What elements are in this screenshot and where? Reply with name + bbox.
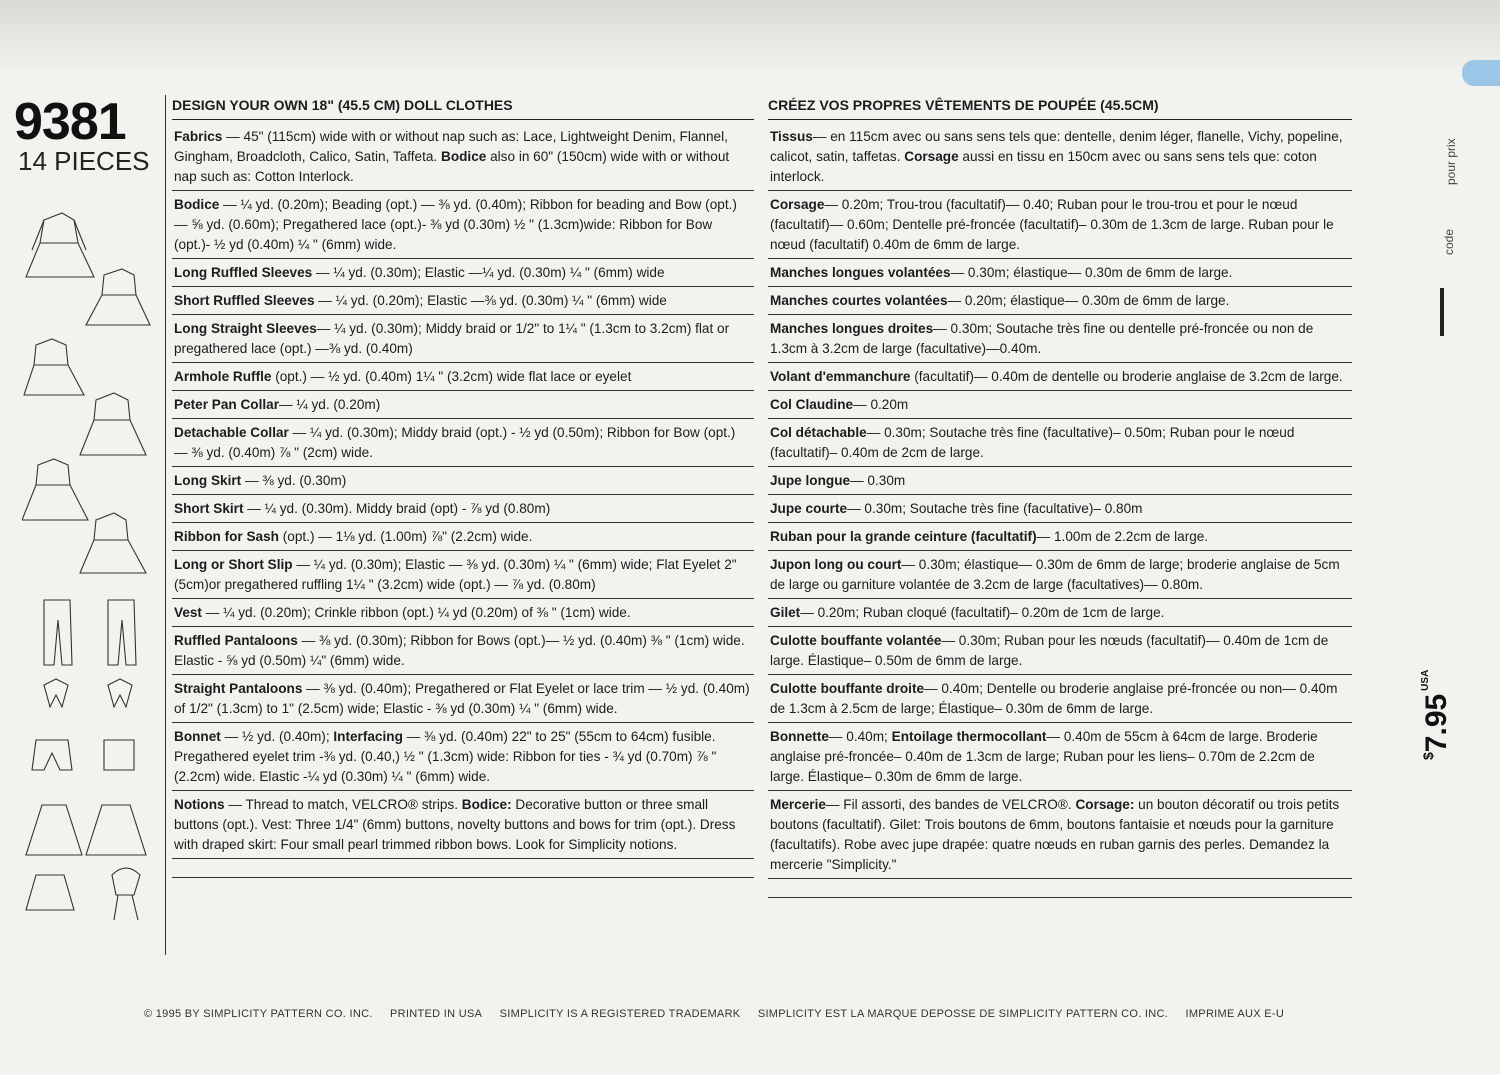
english-entry-text: — ⅜ yd. (0.30m) <box>241 473 347 488</box>
english-entry-text: — ¼ yd. (0.30m). Middy braid (opt) - ⅞ yd (0.80m) <box>243 501 551 516</box>
french-entry-text: — 0.30m; élastique— 0.30m de 6mm de large. <box>950 265 1233 280</box>
english-entry-text: — ⅜ yd. (0.30m); Ribbon for Bows (opt.)— ½ yd. (0.40m) ⅜ " (1cm) wide. Elastic - ⅝ yd (0.50m) ¼" (6mm) wide. <box>174 633 745 668</box>
french-entry-text: — 0.20m <box>853 397 909 412</box>
english-entry-label: Detachable Collar <box>174 425 289 440</box>
french-entry <box>768 419 1352 467</box>
french-entry-text: — 0.40m; Dentelle ou broderie anglaise pré-froncée ou non— 0.40m de 1.3cm à 2.5cm de large; Élastique– 0.30m de 6mm de large. <box>770 681 1338 716</box>
french-entry-text: — Fil assorti, des bandes de VELCRO®. <box>825 797 1076 812</box>
english-entry <box>172 467 754 495</box>
english-entry-text: — ¼ yd. (0.30m); Middy braid (opt.) - ½ yd (0.50m); Ribbon for Bow (opt.) — ⅜ yd. (0.40m) ⅞ " (2cm) wide. <box>174 425 736 460</box>
english-entry-label: Ruffled Pantaloons <box>174 633 298 648</box>
english-entries <box>172 123 754 859</box>
french-entry-label: Manches longues droites <box>770 321 934 336</box>
english-entry <box>172 599 754 627</box>
english-entry-label: Straight Pantaloons <box>174 681 303 696</box>
english-entry-text: — 45" (115cm) wide with or without nap such as: Lace, Lightweight Denim, Flannel, Gingham, Broadcloth, Calico, Satin, Taffeta. <box>174 129 728 164</box>
french-entry-text: — 0.20m; élastique— 0.30m de 6mm de large. <box>947 293 1230 308</box>
french-entry-text2: — 0.40m de 55cm à 64cm de large. Broderie anglaise pré-froncée– 0.40m de 1.3cm de large; Ruban pour les liens– 0.70m de 2.2cm de large. Élastique– 0.30m de 6mm de large. <box>770 729 1318 784</box>
trademark-text: SIMPLICITY IS A REGISTERED TRADEMARK <box>499 1008 741 1020</box>
english-entry-label: Vest <box>174 605 202 620</box>
english-entry-text: — ¼ yd. (0.20m); Elastic —⅜ yd. (0.30m) ¼ " (6mm) wide <box>314 293 667 308</box>
english-entry-label: Ribbon for Sash <box>174 529 279 544</box>
english-entry <box>172 191 754 259</box>
french-entry <box>768 287 1352 315</box>
french-entry-label: Culotte bouffante volantée <box>770 633 942 648</box>
french-entry <box>768 791 1352 879</box>
t-mark <box>1440 288 1452 336</box>
english-entry-bold: Bodice <box>441 149 487 164</box>
english-entry-label: Notions <box>174 797 225 812</box>
french-entry-text: — 0.30m; Soutache très fine ou dentelle pré-froncée ou non de 1.3cm à 3.2cm de large (facultative)—0.40m. <box>770 321 1314 356</box>
french-entry <box>768 259 1352 287</box>
price-value: 7.95 <box>1420 693 1453 753</box>
french-entry-label: Col Claudine <box>770 397 854 412</box>
english-entry-text: — ¼ yd. (0.20m); Crinkle ribbon (opt.) ¼ yd (0.20m) of ⅜ " (1cm) wide. <box>201 605 631 620</box>
english-entry-text: — ¼ yd. (0.20m); Beading (opt.) — ⅜ yd. (0.40m); Ribbon for beading and Bow (opt.) — ⅝ yd. (0.60m); Pregathered lace (opt.)- ⅜ yd (0.30m) ½ " (1.3cm)wide: Ribbon for Bow (opt.)- ½ yd (0.40m) ¼ " (6mm) wide. <box>174 197 737 252</box>
french-entry-text: — 0.20m; Trou-trou (facultatif)— 0.40; Ruban pour le trou-trou et pour le nœud (facultatif)— 0.60m; Dentelle pré-froncée (facultatif)– 0.30m de 1.3cm de large. Ruban pour le nœud (facultatif) 0.40m de 6mm de large. <box>770 197 1334 252</box>
french-entry-label: Manches longues volantées <box>770 265 951 280</box>
french-entry <box>768 627 1352 675</box>
english-entry-label: Long or Short Slip <box>174 557 293 572</box>
english-entry-label: Long Ruffled Sleeves <box>174 265 313 280</box>
copyright-text: © 1995 BY SIMPLICITY PATTERN CO. INC. <box>144 1008 373 1020</box>
french-entries <box>768 123 1352 879</box>
french-entry-text: (facultatif)— 0.40m de dentelle ou broderie anglaise de 3.2cm de large. <box>910 369 1343 384</box>
english-entry-text2: — ⅜ yd. (0.40m) 22" to 25" (55cm to 64cm) fusible. Pregathered eyelet trim -⅜ yd. (0.40,) ½ " (1.3cm) wide: Ribbon for ties - ¾ yd (0.70m) ⅞ " (2.2cm) wide. Elastic -¼ yd (0.30m) ¼ " (6mm) wide. <box>174 729 717 784</box>
french-entry <box>768 523 1352 551</box>
english-column <box>172 95 754 878</box>
french-entry-text: — 0.30m; Ruban pour les nœuds (facultatif)— 0.40m de 1cm de large. Élastique– 0.50m de 6mm de large. <box>770 633 1329 668</box>
french-entry-label: Jupe courte <box>770 501 848 516</box>
french-entry-label: Corsage <box>770 197 825 212</box>
french-entry-text: — en 115cm avec ou sans sens tels que: dentelle, denim léger, flanelle, Vichy, popeline, calicot, satin, taffetas. <box>770 129 1343 164</box>
english-entry <box>172 675 754 723</box>
english-entry-text: — ½ yd. (0.40m); <box>220 729 334 744</box>
imprime-text: IMPRIME AUX E-U <box>1185 1008 1285 1020</box>
french-entry-label: Tissus <box>770 129 813 144</box>
french-entry-bold: Corsage <box>904 149 959 164</box>
french-entry-label: Gilet <box>770 605 801 620</box>
price <box>1420 670 1454 760</box>
french-end-rule <box>768 879 1352 898</box>
french-entry-label: Culotte bouffante droite <box>770 681 925 696</box>
english-entry-label: Long Straight Sleeves <box>174 321 317 336</box>
french-entry <box>768 315 1352 363</box>
english-title: DESIGN YOUR OWN 18" (45.5 CM) DOLL CLOTHES <box>172 95 754 120</box>
english-entry <box>172 363 754 391</box>
english-entry-bold: Bodice: <box>461 797 512 812</box>
french-entry-label: Volant d'emmanchure <box>770 369 911 384</box>
blue-tab <box>1462 60 1500 86</box>
french-entry-text: — 0.30m; Soutache très fine (facultative)– 0.80m <box>847 501 1143 516</box>
footer <box>144 1008 1344 1020</box>
english-end-rule <box>172 859 754 878</box>
english-entry-text: — ¼ yd. (0.30m); Middy braid or 1/2" to 1¼ " (1.3cm to 3.2cm) flat or pregathered lace (opt.) —⅜ yd. (0.40m) <box>174 321 730 356</box>
french-entry-label: Ruban pour la grande ceinture (facultatif) <box>770 529 1037 544</box>
french-entry <box>768 363 1352 391</box>
left-divider <box>165 95 166 955</box>
english-entry-label: Long Skirt <box>174 473 242 488</box>
english-entry <box>172 315 754 363</box>
english-entry <box>172 723 754 791</box>
french-entry <box>768 723 1352 791</box>
french-entry-label: Jupe longue <box>770 473 851 488</box>
french-entry <box>768 191 1352 259</box>
english-entry-label: Bodice <box>174 197 220 212</box>
french-title: CRÉEZ VOS PROPRES VÊTEMENTS DE POUPÉE (45.5CM) <box>768 95 1352 120</box>
french-entry-label: Manches courtes volantées <box>770 293 948 308</box>
prix-label: pour prix <box>1444 138 1458 185</box>
english-entry-text2: Decorative button or three small buttons (opt.). Vest: Three 1/4" (6mm) buttons, novelty buttons and bows for trim (opt.). Dress with draped skirt: Four small pearl trimmed ribbon bows. Look for Simplicity notions. <box>174 797 736 852</box>
garment-sketches <box>22 195 157 935</box>
french-entry-text: — 0.30m; Soutache très fine (facultative)– 0.50m; Ruban pour le nœud (facultatif)– 0.40m de 2cm de large. <box>770 425 1295 460</box>
english-entry <box>172 627 754 675</box>
english-entry-text: — Thread to match, VELCRO® strips. <box>224 797 462 812</box>
french-entry <box>768 467 1352 495</box>
english-entry <box>172 791 754 859</box>
english-entry-label: Bonnet <box>174 729 221 744</box>
pieces-count: 14 PIECES <box>18 146 150 176</box>
english-entry-text: — ¼ yd. (0.20m) <box>279 397 381 412</box>
french-entry-label: Jupon long ou court <box>770 557 902 572</box>
french-column <box>768 95 1352 898</box>
french-entry <box>768 675 1352 723</box>
french-entry-text2: aussi en tissu en 150cm avec ou sans sens tels que: coton interlock. <box>770 149 1317 184</box>
price-currency: $ <box>1420 752 1436 760</box>
english-entry-text: — ¼ yd. (0.30m); Elastic — ⅜ yd. (0.30m) ¼ " (6mm) wide; Flat Eyelet 2" (5cm)or pregathered ruffling 1¼ " (3.2cm) wide (opt.) — ⅞ yd. (0.80m) <box>174 557 737 592</box>
english-entry-bold: Interfacing <box>333 729 403 744</box>
english-entry-text: — ⅜ yd. (0.40m); Pregathered or Flat Eyelet or lace trim — ½ yd. (0.40m) of 1/2" (1.3cm) to 1" (2.5cm) wide; Elastic - ⅜ yd (0.30m) ¼ " (6mm) wide. <box>174 681 750 716</box>
english-entry <box>172 523 754 551</box>
french-entry-text: — 1.00m de 2.2cm de large. <box>1036 529 1209 544</box>
french-entry-label: Mercerie <box>770 797 826 812</box>
english-entry <box>172 495 754 523</box>
english-entry <box>172 259 754 287</box>
french-entry-label: Bonnette <box>770 729 829 744</box>
trademark-fr-text: SIMPLICITY EST LA MARQUE DEPOSSE DE SIMPLICITY PATTERN CO. INC. <box>757 1008 1169 1020</box>
english-entry <box>172 419 754 467</box>
english-entry <box>172 123 754 191</box>
code-label: code <box>1442 228 1456 255</box>
french-entry <box>768 123 1352 191</box>
french-entry <box>768 391 1352 419</box>
french-entry-text: — 0.30m; élastique— 0.30m de 6mm de large; broderie anglaise de 5cm de large ou garniture volantée de 3.2cm de large (facultatives)— 0.80m. <box>770 557 1340 592</box>
english-entry-text: — ¼ yd. (0.30m); Elastic —¼ yd. (0.30m) ¼ " (6mm) wide <box>312 265 665 280</box>
french-entry <box>768 495 1352 523</box>
french-entry-text2: un bouton décoratif ou trois petits boutons (facultatif). Gilet: Trois boutons de 6mm, boutons fantaisie et nœuds pour la garniture (facultatifs). Robe avec jupe drapée: quatre nœuds en ruban garnis des perles. Demandez la mercerie "Simplicity." <box>770 797 1340 872</box>
english-entry-label: Fabrics <box>174 129 223 144</box>
english-entry-label: Peter Pan Collar <box>174 397 280 412</box>
french-entry-label: Col détachable <box>770 425 867 440</box>
french-entry-bold: Corsage: <box>1075 797 1135 812</box>
english-entry-text2: also in 60" (150cm) wide with or without nap such as: Cotton Interlock. <box>174 149 730 184</box>
english-entry <box>172 391 754 419</box>
english-entry-label: Short Ruffled Sleeves <box>174 293 315 308</box>
french-entry-text: — 0.20m; Ruban cloqué (facultatif)– 0.20m de 1cm de large. <box>800 605 1165 620</box>
english-entry <box>172 287 754 315</box>
english-entry-text: (opt.) — ½ yd. (0.40m) 1¼ " (3.2cm) wide flat lace or eyelet <box>271 369 632 384</box>
english-entry-text: (opt.) — 1⅛ yd. (1.00m) ⅞" (2.2cm) wide. <box>278 529 533 544</box>
printed-text: PRINTED IN USA <box>390 1008 483 1020</box>
french-entry <box>768 551 1352 599</box>
french-entry-text: — 0.40m; <box>828 729 892 744</box>
english-entry-label: Short Skirt <box>174 501 244 516</box>
pattern-number: 9381 <box>14 93 126 151</box>
english-entry <box>172 551 754 599</box>
price-country: USA <box>1420 669 1431 691</box>
french-entry-text: — 0.30m <box>850 473 906 488</box>
envelope-top-edge <box>0 0 1500 70</box>
english-entry-label: Armhole Ruffle <box>174 369 272 384</box>
french-entry-bold: Entoilage thermocollant <box>891 729 1047 744</box>
garment-sketch-drawings <box>22 195 157 935</box>
french-entry <box>768 599 1352 627</box>
